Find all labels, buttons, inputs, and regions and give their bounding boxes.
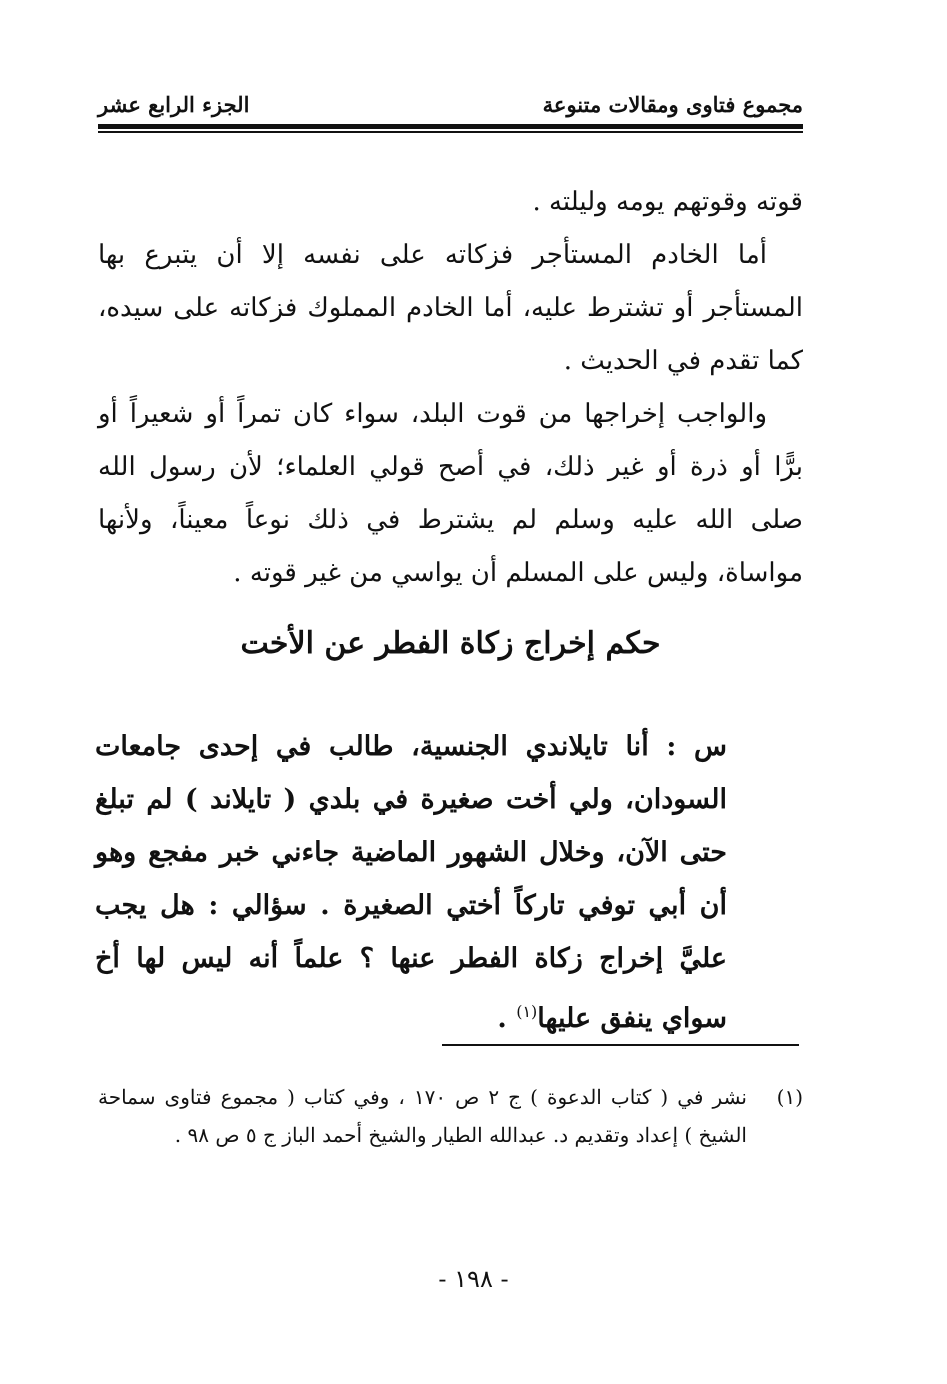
- page-header: [98, 84, 803, 124]
- question-paragraph: [95, 720, 727, 1045]
- volume-label: الجزء الرابع عشر: [98, 92, 250, 117]
- question-text: س : أنا تايلاندي الجنسية، طالب في إحدى جامعات السودان، ولي أخت صغيرة في بلدي ( تايلاند ) لم تبلغ حتى الآن، وخلال الشهور الماضية جاءني خبر مفجع وهو أن أبي توفي تاركاً أختي الصغيرة . سؤالي : هل يجب عليَّ إخراج زكاة الفطر عنها ؟ علماً أنه ليس لها أخ سواي ينفق عليها: [95, 731, 727, 1034]
- page-number: - ١٩٨ -: [438, 1265, 509, 1293]
- book-title: مجموع فتاوى ومقالات متنوعة: [542, 92, 803, 117]
- footnote-reference[interactable]: (١): [516, 1002, 538, 1021]
- header-rule-thin: [98, 131, 803, 133]
- footnote-text: نشر في ( كتاب الدعوة ) ج ٢ ص ١٧٠ ، وفي كتاب ( مجموع فتاوى سماحة الشيخ ) إعداد وتقديم د. عبدالله الطيار والشيخ أحمد الباز ج ٥ ص ٩٨ .: [98, 1085, 747, 1147]
- paragraph-staple-food: والواجب إخراجها من قوت البلد، سواء كان تمراً أو شعيراً أو برًّا أو ذرة أو غير ذلك، في أصح قولي العلماء؛ لأن رسول الله صلى الله عليه وسلم لم يشترط في ذلك نوعاً معيناً، ولأنها مواساة، وليس على المسلم أن يواسي من غير قوته .: [98, 399, 803, 588]
- section-heading: حكم إخراج زكاة الفطر عن الأخت: [240, 626, 661, 661]
- footnote-separator: [442, 1044, 799, 1046]
- paragraph-continuation: قوته وقوتهم يومه وليلته .: [532, 187, 803, 217]
- footnote: [98, 1078, 803, 1154]
- header-rule-thick: [98, 124, 803, 129]
- question-end: .: [497, 1003, 517, 1034]
- paragraph-servant-zakat: أما الخادم المستأجر فزكاته على نفسه إلا أن يتبرع بها المستأجر أو تشترط عليه، أما الخادم المملوك فزكاته على سيده، كما تقدم في الحديث .: [98, 240, 803, 376]
- footnote-number: (١): [776, 1085, 803, 1109]
